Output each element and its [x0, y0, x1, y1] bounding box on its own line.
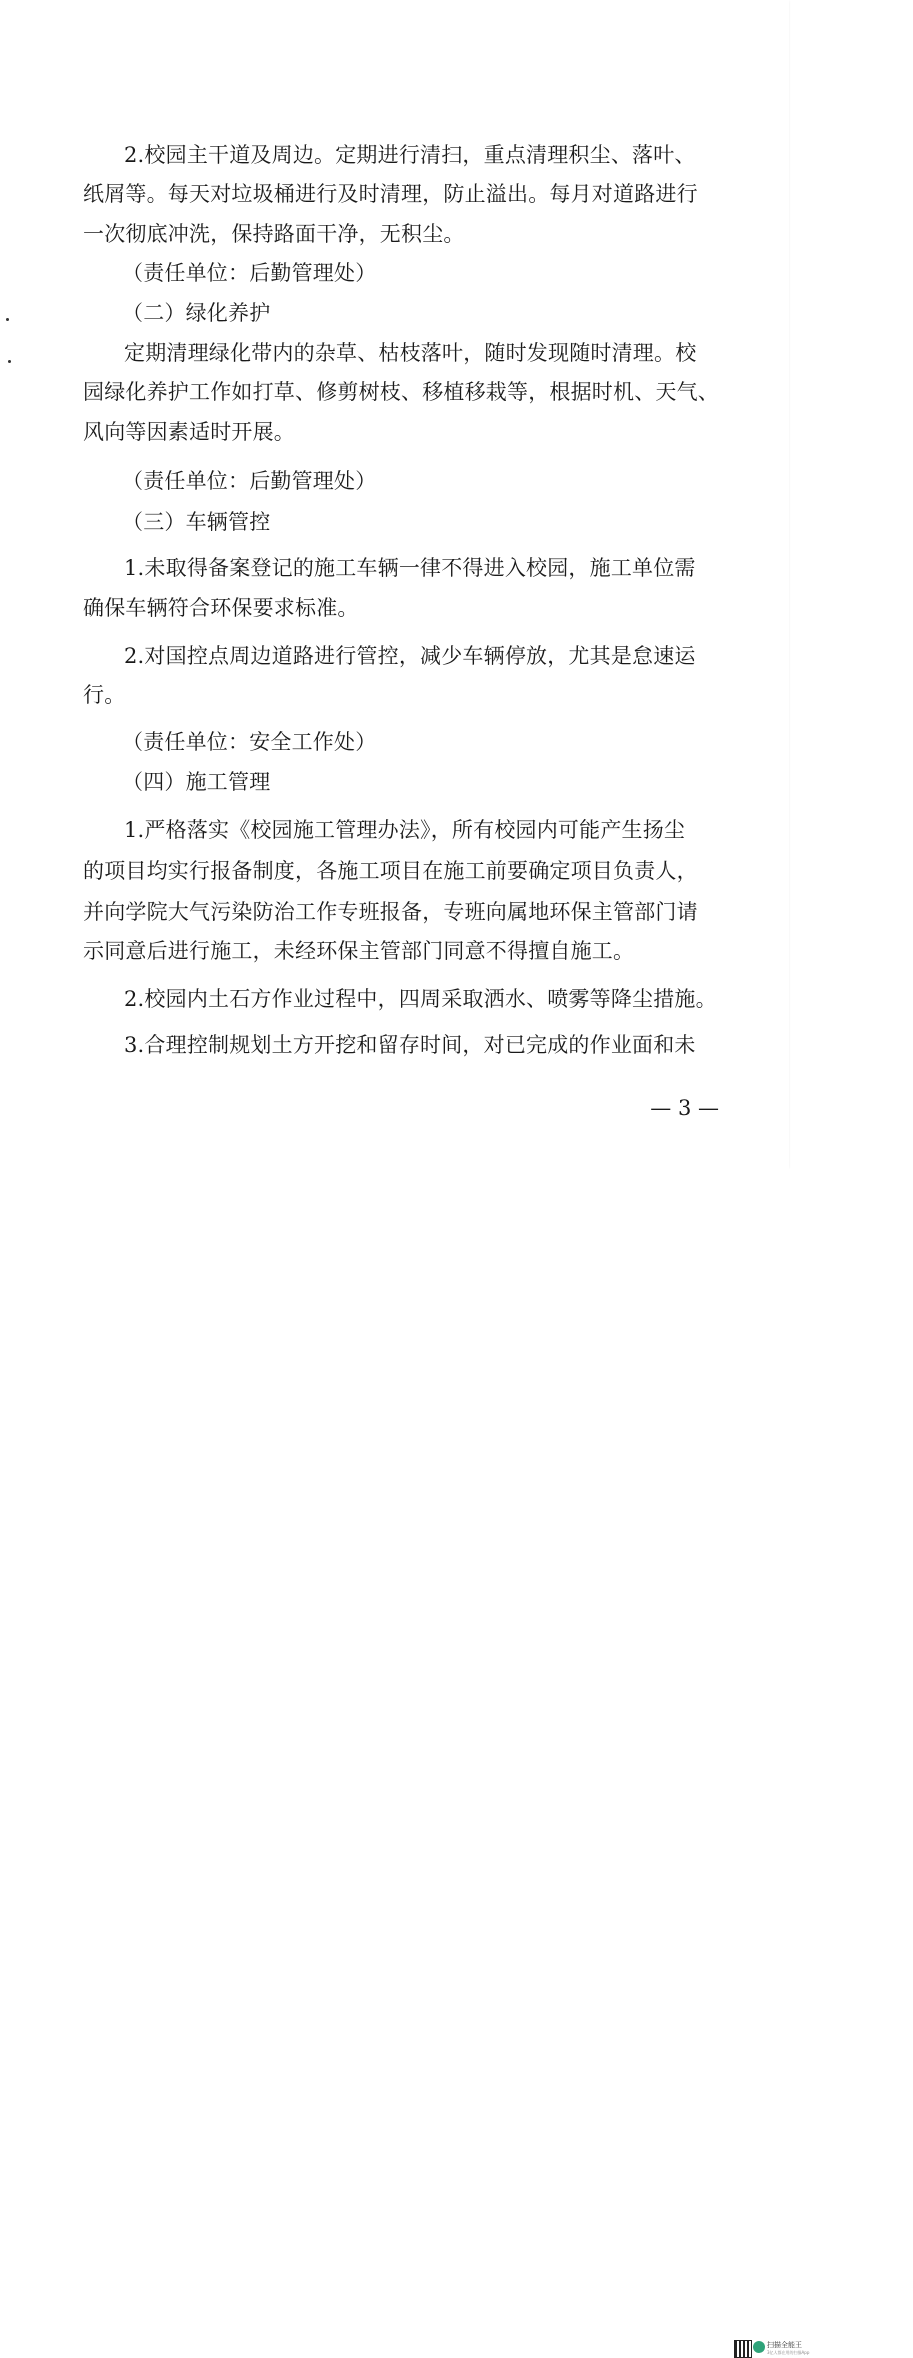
scanner-logo-icon	[753, 2341, 765, 2353]
paragraph-line: 示同意后进行施工，未经环保主管部门同意不得擅自施工。	[83, 939, 635, 963]
responsibility-note: （责任单位：后勤管理处）	[122, 469, 377, 493]
paragraph-line: 一次彻底冲洗，保持路面干净，无积尘。	[83, 222, 465, 246]
responsibility-note: （责任单位：后勤管理处）	[122, 261, 377, 285]
scan-speck	[8, 360, 11, 363]
section-heading: （二）绿化养护	[122, 301, 271, 325]
paragraph-line: 行。	[83, 683, 126, 707]
paragraph-line: 定期清理绿化带内的杂草、枯枝落叶，随时发现随时清理。校	[124, 341, 697, 365]
document-page	[0, 0, 789, 1167]
paragraph-line: 2.校园内土石方作业过程中，四周采取洒水、喷雾等降尘措施。	[124, 987, 717, 1011]
section-heading: （四）施工管理	[122, 770, 271, 794]
paragraph-line: 2.对国控点周边道路进行管控，减少车辆停放，尤其是怠速运	[124, 644, 696, 668]
paragraph-line: 园绿化养护工作如打草、修剪树枝、移植移栽等，根据时机、天气、	[83, 380, 719, 404]
qr-code-icon	[734, 2340, 752, 2358]
scanner-brand: 扫描全能王	[767, 2341, 802, 2349]
paragraph-line: 1.未取得备案登记的施工车辆一律不得进入校园，施工单位需	[124, 556, 696, 580]
scanner-brand-tagline: 3亿人都在用的扫描App	[767, 2350, 810, 2355]
paragraph-line: 2.校园主干道及周边。定期进行清扫，重点清理积尘、落叶、	[124, 143, 696, 167]
section-heading: （三）车辆管控	[122, 510, 271, 534]
scanner-footer	[0, 1167, 810, 2355]
paragraph-line: 的项目均实行报备制度，各施工项目在施工前要确定项目负责人，	[83, 859, 698, 883]
paragraph-line: 1.严格落实《校园施工管理办法》，所有校园内可能产生扬尘	[124, 818, 686, 842]
paragraph-line: 3.合理控制规划土方开挖和留存时间，对已完成的作业面和未	[124, 1033, 696, 1057]
page-number: — 3 —	[650, 1096, 719, 1120]
responsibility-note: （责任单位：安全工作处）	[122, 730, 377, 754]
paragraph-line: 并向学院大气污染防治工作专班报备，专班向属地环保主管部门请	[83, 900, 698, 924]
scan-speck	[6, 318, 9, 321]
paragraph-line: 纸屑等。每天对垃圾桶进行及时清理，防止溢出。每月对道路进行	[83, 182, 698, 206]
paragraph-line: 风向等因素适时开展。	[83, 420, 295, 444]
paragraph-line: 确保车辆符合环保要求标准。	[83, 596, 359, 620]
